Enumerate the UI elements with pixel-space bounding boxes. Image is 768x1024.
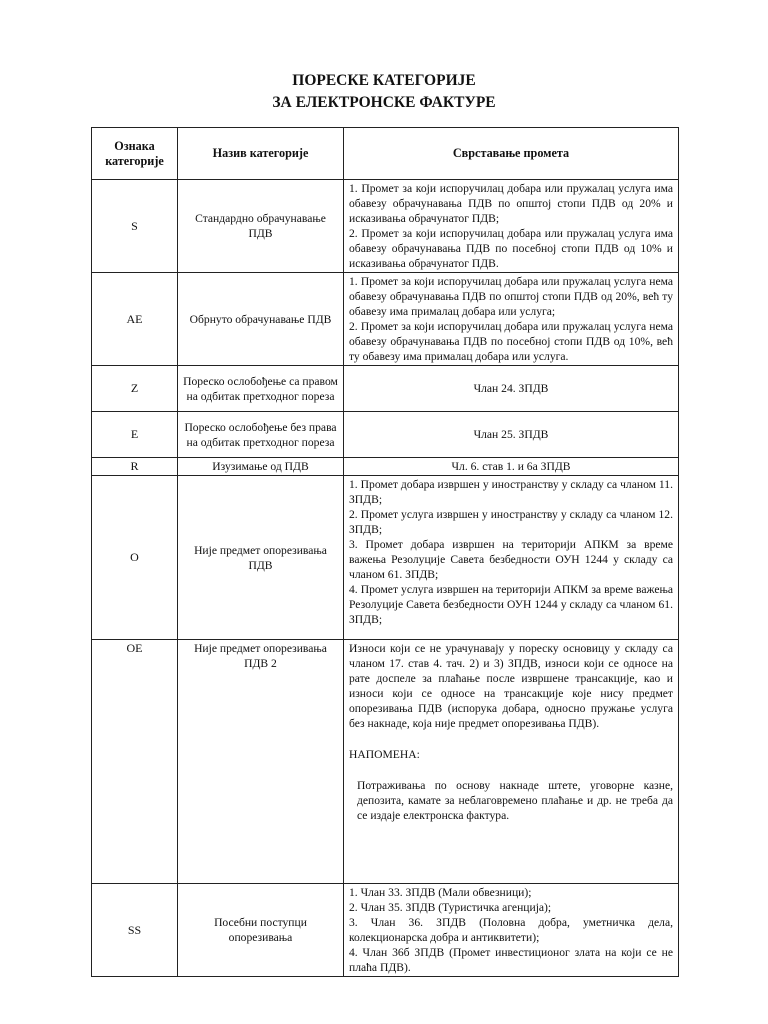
table-row-r xyxy=(92,458,679,476)
table-header-row xyxy=(92,128,679,180)
cell-code: E xyxy=(92,412,178,458)
cell-name: Није предмет опорезивања ПДВ xyxy=(178,476,344,640)
table-row-z xyxy=(92,366,679,412)
cell-name: Обрнуто обрачунавање ПДВ xyxy=(178,273,344,366)
line-1: 1. Промет за који испоручилац добара или пружалац услуга нема обавезу обрачунавања ПДВ по општој стопи ПДВ од 20%, већ ту обавезу има прималац добара или услуга; xyxy=(349,275,673,318)
cell-name: Стандардно обрачунавање ПДВ xyxy=(178,180,344,273)
line-2: 2. Члан 35. ЗПДВ (Туристичка агенција); xyxy=(349,901,552,914)
cell-name: Пореско ослобођење без права на одбитак претходног пореза xyxy=(178,412,344,458)
cell-code: OE xyxy=(92,640,178,884)
table-row-ae xyxy=(92,273,679,366)
header-code: Ознака категорије xyxy=(92,128,178,180)
document-title xyxy=(0,70,768,114)
title-line-1: ПОРЕСКЕ КАТЕГОРИЈЕ xyxy=(292,72,476,89)
cell-code: SS xyxy=(92,884,178,977)
note-text: Потраживања по основу накнаде штете, уговорне казне, депозита, камате за неблаговремено плаћање и др. не треба да се издаје електронска фактура. xyxy=(357,779,673,822)
cell-classification xyxy=(344,180,679,273)
cell-code: O xyxy=(92,476,178,640)
line-3: 3. Члан 36. ЗПДВ (Половна добра, уметничка дела, колекционарска добра и антиквитети); xyxy=(349,916,673,944)
table-row-s xyxy=(92,180,679,273)
line-4: 4. Промет услуга извршен на територији АПКМ за време важења Резолуције Савета безбедности ОУН 1244 у складу са чланом 61. ЗПДВ; xyxy=(349,583,673,626)
title-line-2: ЗА ЕЛЕКТРОНСКЕ ФАКТУРЕ xyxy=(272,94,496,111)
line-1: 1. Промет за који испоручилац добара или пружалац услуга има обавезу обрачунавања ПДВ по општој стопи ПДВ од 20% и исказивања обрачунатог ПДВ; xyxy=(349,182,673,225)
header-classification: Сврставање промета xyxy=(344,128,679,180)
cell-classification: Чл. 6. став 1. и 6а ЗПДВ xyxy=(344,458,679,476)
oe-main-text: Износи који се не урачунавају у пореску основицу у складу са чланом 17. став 4. тач. 2) и 3) ЗПДВ, износи који се односе на рате доспеле за плаћање после извршене трансакције, као и износи који се односе на трансакције које нису предмет опорезивања ПДВ (испорука добара, односно пружање услуга без накнаде, која није предмет опорезивања ПДВ). xyxy=(349,642,673,730)
line-2: 2. Промет за који испоручилац добара или пружалац услуга има обавезу обрачунавања ПДВ по посебној стопи ПДВ од 10% и исказивања обрачунатог ПДВ. xyxy=(349,227,673,270)
line-4: 4. Члан 36б ЗПДВ (Промет инвестиционог злата на који се не плаћа ПДВ). xyxy=(349,946,673,974)
cell-classification xyxy=(344,884,679,977)
table-row-ss xyxy=(92,884,679,977)
cell-classification xyxy=(344,273,679,366)
table-row-oe xyxy=(92,640,679,884)
line-3: 3. Промет добара извршен на територији АПКМ за време важења Резолуције Савета безбедности ОУН 1244 у складу са чланом 61. ЗПДВ; xyxy=(349,538,673,581)
cell-name: Пореско ослобођење са правом на одбитак претходног пореза xyxy=(178,366,344,412)
cell-classification xyxy=(344,640,679,884)
cell-classification: Члан 24. ЗПДВ xyxy=(344,366,679,412)
cell-classification: Члан 25. ЗПДВ xyxy=(344,412,679,458)
note-label: НАПОМЕНА: xyxy=(349,748,420,761)
tax-categories-table xyxy=(91,127,679,977)
line-2: 2. Промет услуга извршен у иностранству у складу са чланом 12. ЗПДВ; xyxy=(349,508,673,536)
cell-code: AE xyxy=(92,273,178,366)
table-row-e xyxy=(92,412,679,458)
header-name: Назив категорије xyxy=(178,128,344,180)
cell-code: R xyxy=(92,458,178,476)
line-1: 1. Члан 33. ЗПДВ (Мали обвезници); xyxy=(349,886,532,899)
line-2: 2. Промет за који испоручилац добара или пружалац услуга нема обавезу обрачунавања ПДВ по посебној стопи ПДВ од 10%, већ ту обавезу има прималац добара или услуга. xyxy=(349,320,673,363)
table-row-o xyxy=(92,476,679,640)
line-1: 1. Промет добара извршен у иностранству у складу са чланом 11. ЗПДВ; xyxy=(349,478,673,506)
cell-name: Изузимање од ПДВ xyxy=(178,458,344,476)
cell-classification xyxy=(344,476,679,640)
cell-code: S xyxy=(92,180,178,273)
cell-code: Z xyxy=(92,366,178,412)
cell-name: Није предмет опорезивања ПДВ 2 xyxy=(178,640,344,884)
cell-name: Посебни поступци опорезивања xyxy=(178,884,344,977)
